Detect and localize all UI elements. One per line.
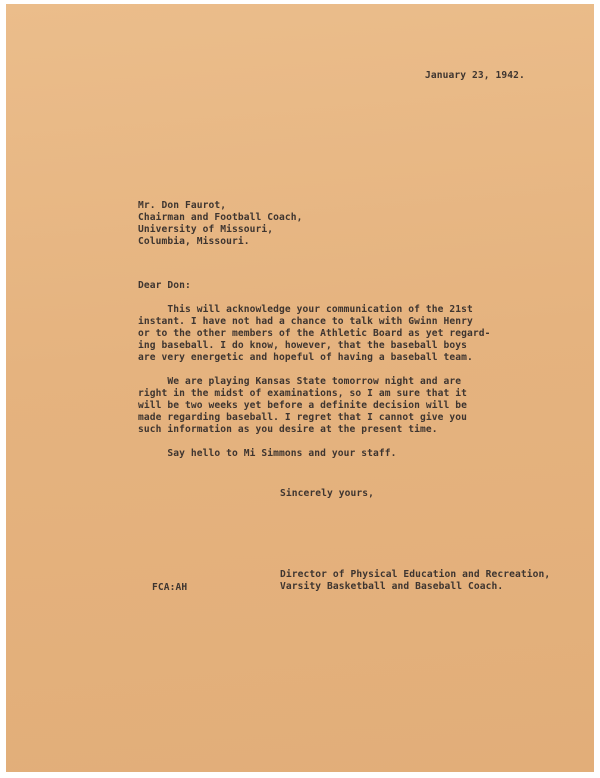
letter-page	[6, 4, 594, 772]
paragraph-2-line-1: We are playing Kansas State tomorrow night and are	[138, 376, 462, 387]
paragraph-2-line-5: such information as you desire at the present time.	[138, 424, 438, 435]
closing: Sincerely yours,	[280, 488, 375, 499]
paragraph-1-line-5: are very energetic and hopeful of having a baseball team.	[138, 352, 473, 363]
paragraph-2-line-3: will be two weeks yet before a definite decision will be	[138, 400, 468, 411]
paragraph-2-line-4: made regarding baseball. I regret that I cannot give you	[138, 412, 468, 423]
address-line-3: University of Missouri,	[138, 224, 274, 235]
signature-title-2: Varsity Basketball and Baseball Coach.	[280, 581, 504, 592]
address-line-4: Columbia, Missouri.	[138, 236, 250, 247]
paragraph-3-line-1: Say hello to Mi Simmons and your staff.	[138, 448, 397, 459]
paragraph-1-line-2: instant. I have not had a chance to talk with Gwinn Henry	[138, 316, 473, 327]
paragraph-1-line-3: or to the other members of the Athletic Board as yet regard-	[138, 328, 491, 339]
reference-initials: FCA:AH	[152, 582, 188, 593]
paragraph-1-line-1: This will acknowledge your communication of the 21st	[138, 304, 473, 315]
signature-title-1: Director of Physical Education and Recreation,	[280, 569, 551, 580]
address-line-1: Mr. Don Faurot,	[138, 200, 227, 211]
letter-date: January 23, 1942.	[425, 70, 525, 81]
paragraph-1-line-4: ing baseball. I do know, however, that the baseball boys	[138, 340, 468, 351]
address-line-2: Chairman and Football Coach,	[138, 212, 303, 223]
salutation: Dear Don:	[138, 280, 191, 291]
paragraph-2-line-2: right in the midst of examinations, so I am sure that it	[138, 388, 468, 399]
